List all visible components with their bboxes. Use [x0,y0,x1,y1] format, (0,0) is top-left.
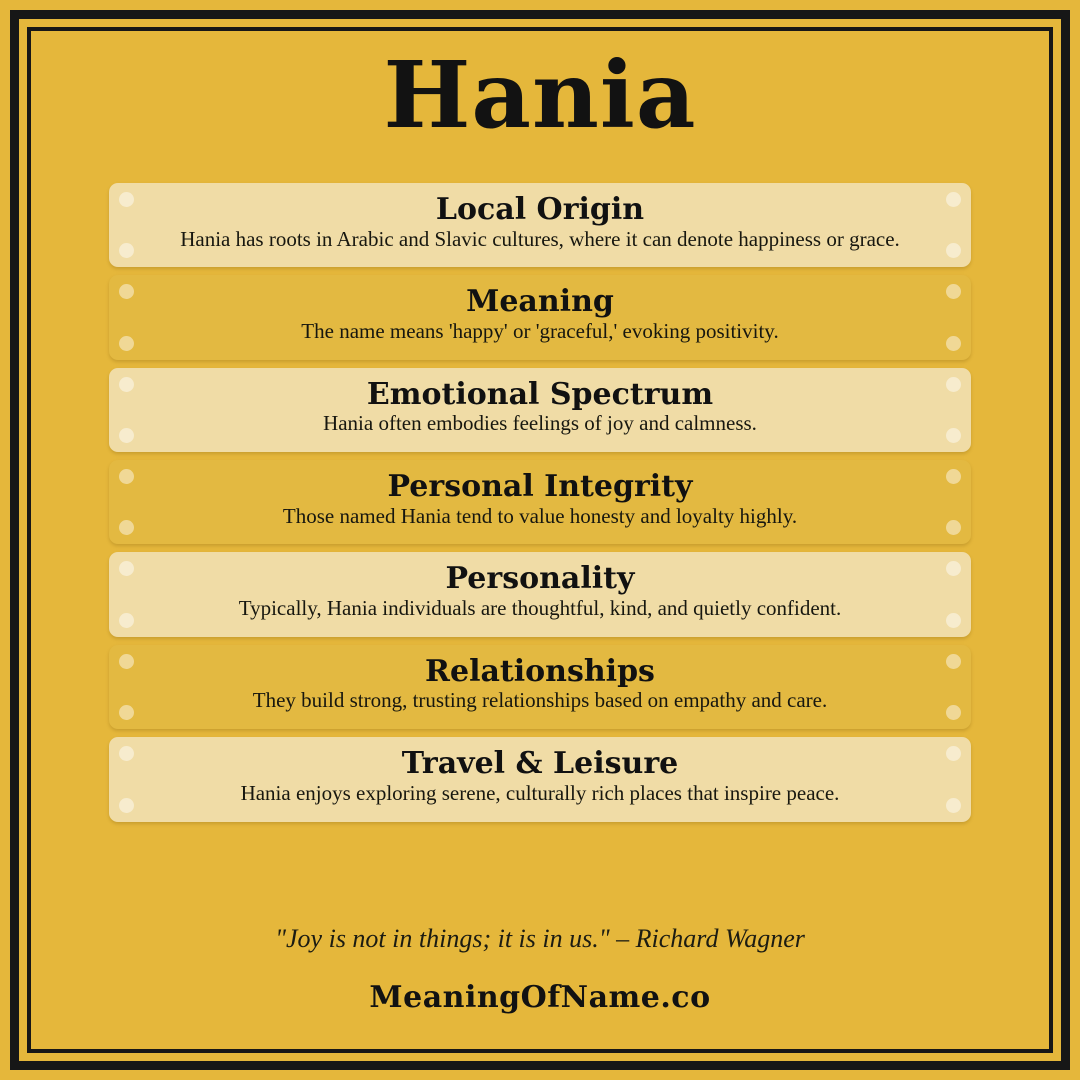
card-knob-icon [946,705,961,720]
section-card-list [109,183,971,822]
section-heading: Personal Integrity [387,469,693,505]
card-knob-icon [119,746,134,761]
footer-brand: MeaningOfName.co [369,980,711,1015]
card-knob-icon [946,798,961,813]
card-knob-icon [119,336,134,351]
card-knob-icon [946,561,961,576]
section-text: Hania often embodies feelings of joy and calmness. [323,411,757,436]
poster-content [31,31,1049,1049]
card-knob-icon [119,520,134,535]
section-text: Hania has roots in Arabic and Slavic cultures, where it can denote happiness or grace. [180,226,900,251]
section-text: They build strong, trusting relationships based on empathy and care. [252,688,828,713]
card-knob-icon [119,798,134,813]
section-heading: Local Origin [435,192,645,227]
card-knob-icon [119,561,134,576]
section-card-personal-integrity [109,460,971,544]
card-knob-icon [946,613,961,628]
footer-quote: "Joy is not in things; it is in us." – Richard Wagner [275,924,805,953]
card-knob-icon [119,377,134,392]
card-knob-icon [946,746,961,761]
section-heading: Personality [445,561,635,597]
card-knob-icon [119,428,134,443]
card-knob-icon [946,377,961,392]
section-card-personality [109,552,971,636]
section-text: The name means 'happy' or 'graceful,' evoking positivity. [301,318,779,343]
card-knob-icon [119,613,134,628]
section-card-local-origin [109,183,971,267]
section-heading: Travel & Leisure [401,746,679,782]
card-knob-icon [119,284,134,299]
card-knob-icon [946,520,961,535]
section-card-emotional-spectrum [109,368,971,452]
section-text: Those named Hania tend to value honesty and loyalty highly. [282,503,798,528]
card-knob-icon [119,469,134,484]
section-heading: Emotional Spectrum [366,376,714,412]
section-heading: Relationships [425,653,655,689]
card-knob-icon [946,654,961,669]
card-knob-icon [946,243,961,258]
card-knob-icon [119,243,134,258]
section-text: Hania enjoys exploring serene, culturally rich places that inspire peace. [240,780,840,805]
card-knob-icon [946,336,961,351]
card-knob-icon [946,284,961,299]
poster-footer [31,924,1049,1049]
section-card-relationships [109,645,971,729]
card-knob-icon [946,428,961,443]
card-knob-icon [946,469,961,484]
card-knob-icon [946,192,961,207]
section-text: Typically, Hania individuals are thoughtful, kind, and quietly confident. [238,596,842,621]
page-title: Hania [383,41,697,149]
card-knob-icon [119,705,134,720]
card-knob-icon [119,192,134,207]
card-knob-icon [119,654,134,669]
section-card-meaning [109,275,971,359]
section-card-travel-leisure [109,737,971,821]
section-heading: Meaning [466,284,614,320]
